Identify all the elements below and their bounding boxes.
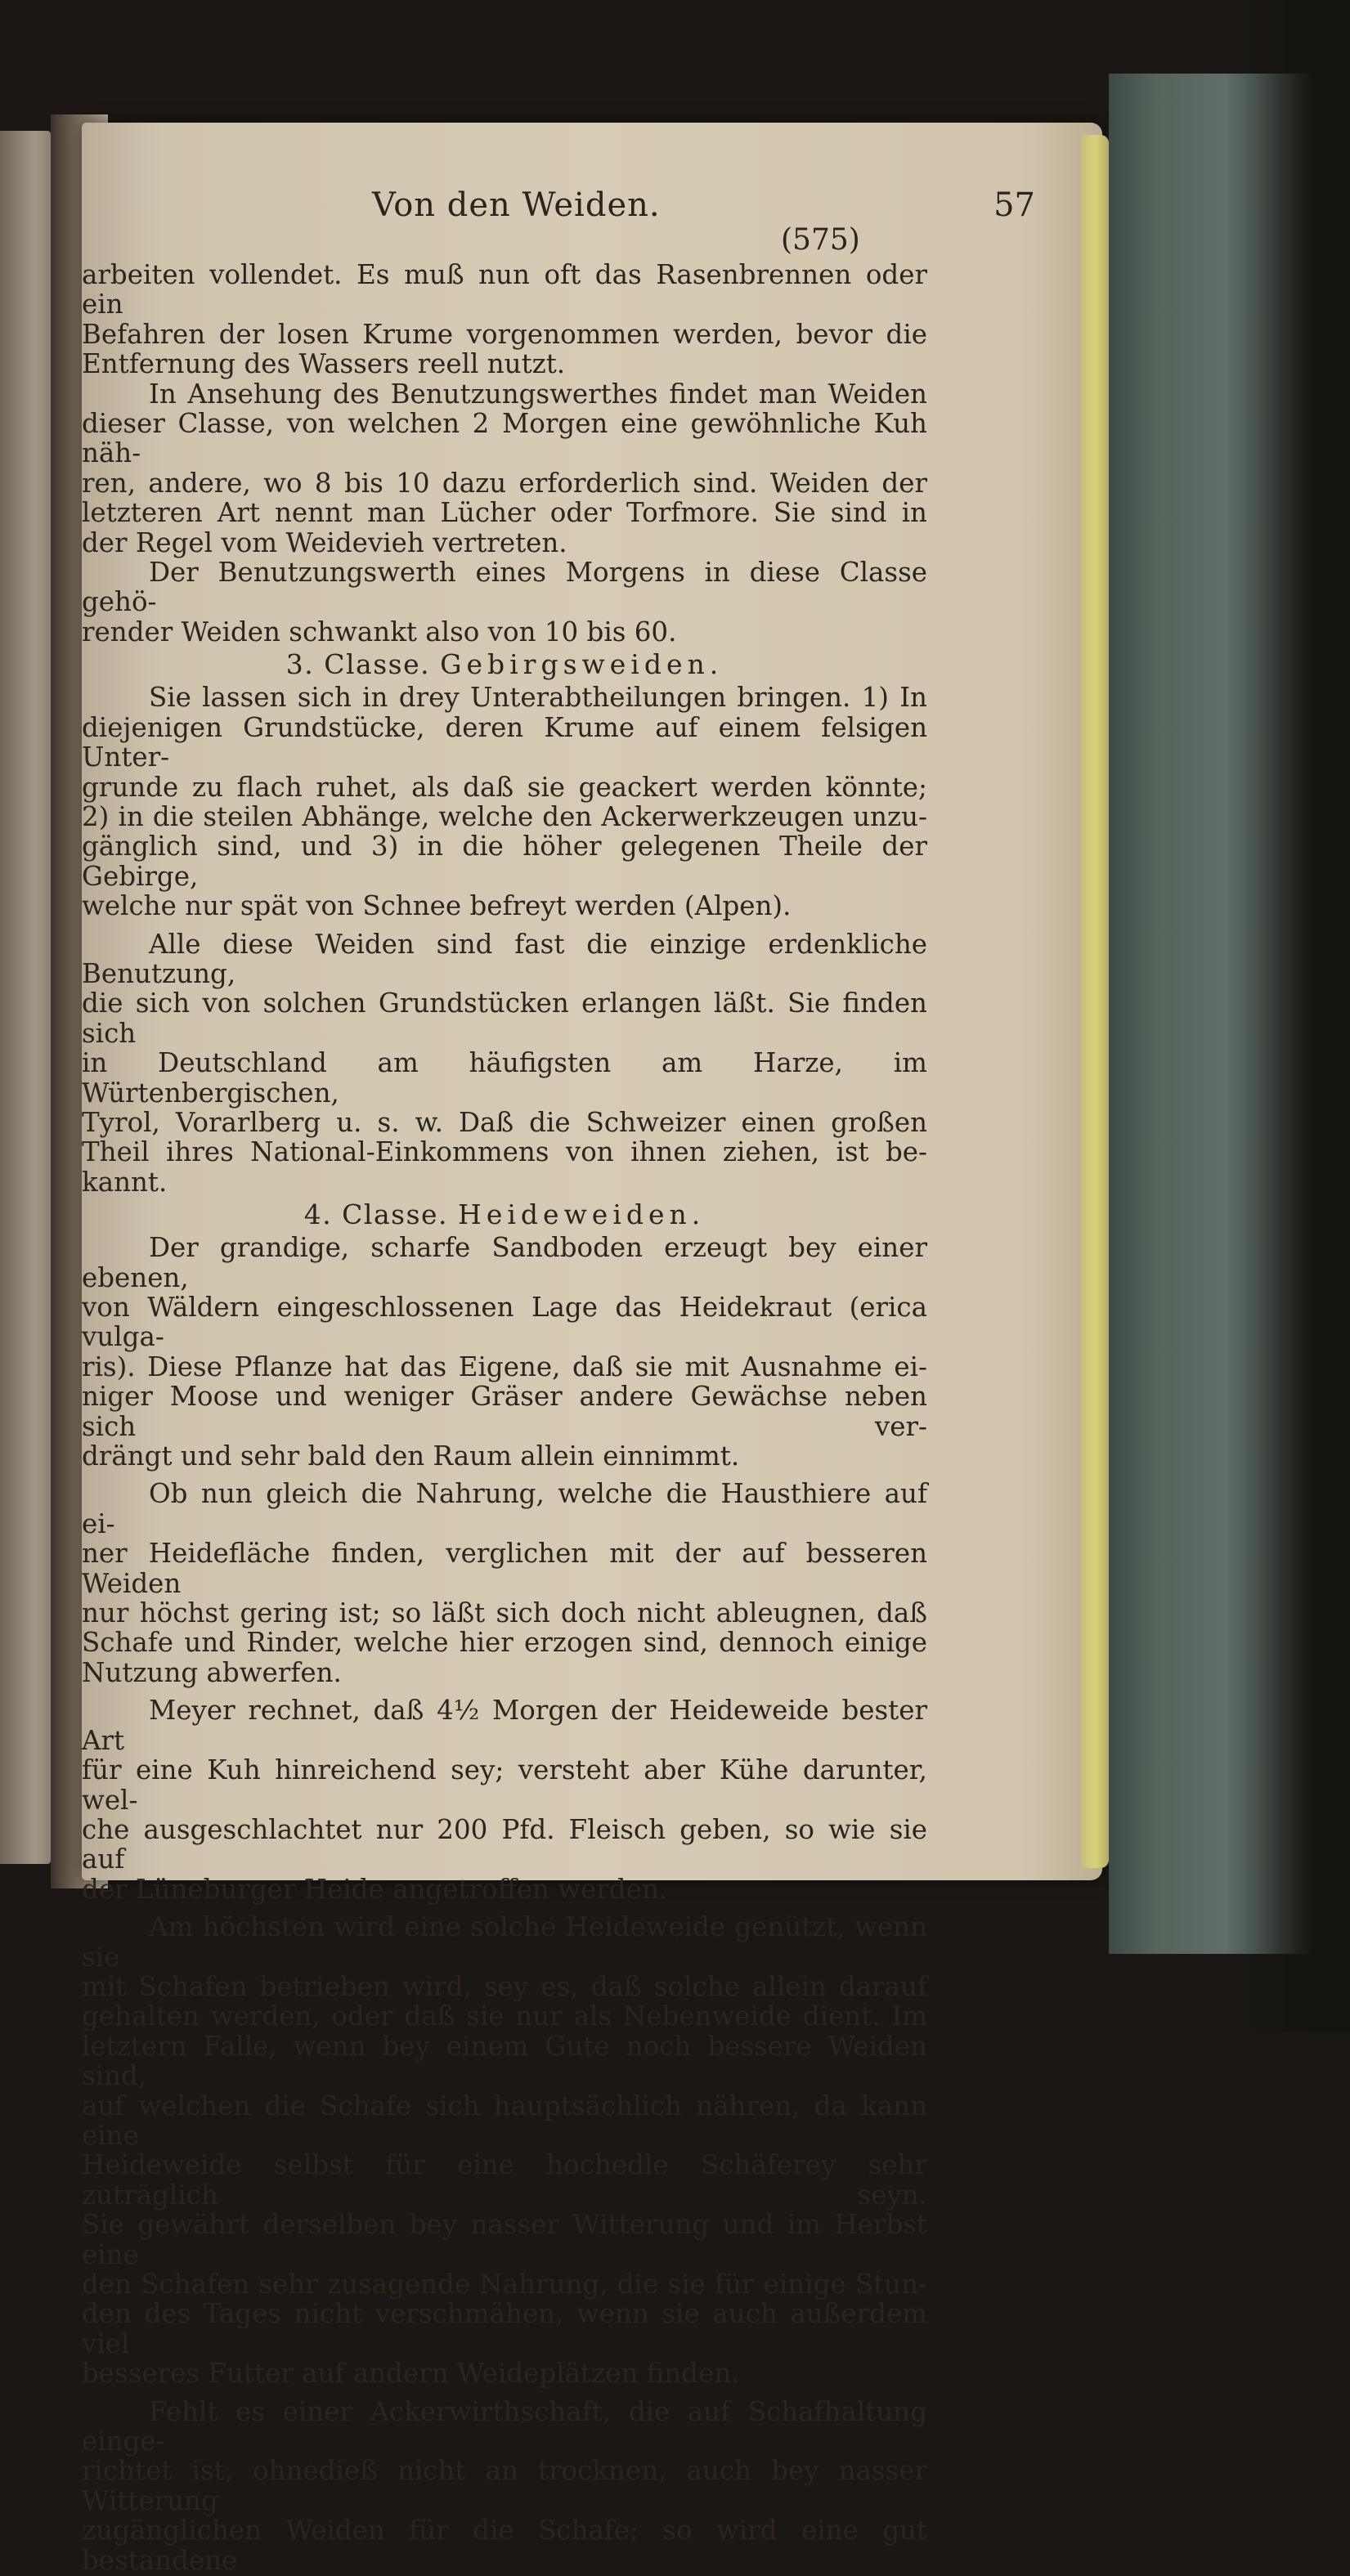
paragraph-line: die sich von solchen Grundstücken erlangen läßt. Sie finden sich <box>82 988 927 1049</box>
background-shadow <box>1227 0 1350 2032</box>
paragraph-line: Alle diese Weiden sind fast die einzige erdenkliche Benutzung, <box>82 928 927 989</box>
paragraph-line: gänglich sind, und 3) in die höher gelegenen Theile der Gebirge, <box>82 831 927 892</box>
heading-number: 4. Classe. <box>303 1198 449 1231</box>
original-page-number: (575) <box>781 223 860 257</box>
paragraph-line: den des Tages nicht verschmähen, wenn sie auch außerdem viel <box>82 2298 927 2359</box>
paragraph-line: Heideweide selbst für eine hochedle Schäferey sehr zuträglich seyn. <box>82 2149 927 2211</box>
running-title: Von den Weiden. <box>372 186 661 224</box>
paragraph-line: in Deutschland am häufigsten am Harze, im Würtenbergischen, <box>82 1047 927 1109</box>
paragraph-line: den Schafen sehr zusagende Nahrung, die sie für einige Stun- <box>82 2269 927 2300</box>
paragraph-line: render Weiden schwankt also von 10 bis 60. <box>82 616 677 647</box>
paragraph-line: mit Schafen betrieben wird, sey es, daß solche allein darauf <box>82 1970 927 2002</box>
paragraph-line: auf welchen die Schafe sich hauptsächlich nähren, da kann eine <box>82 2090 927 2151</box>
paragraph-line: 2) in die steilen Abhänge, welche den Ackerwerkzeugen unzu- <box>82 800 927 832</box>
paragraph-line: nur höchst gering ist; so läßt sich doch nicht ableugnen, daß <box>82 1597 927 1629</box>
heading-number: 3. Classe. <box>285 648 431 681</box>
heading-title: Gebirgsweiden. <box>440 648 724 681</box>
paragraph-line: diejenigen Grundstücke, deren Krume auf einem felsigen Unter- <box>82 711 927 773</box>
paragraph-line: zugänglichen Weiden für die Schafe; so wird eine gut bestandene <box>82 2515 927 2576</box>
section-heading-3 <box>82 647 927 683</box>
paragraph-line: ren, andere, wo 8 bis 10 dazu erforderlich sind. Weiden der <box>82 467 927 499</box>
paragraph-line: besseres Futter auf andern Weideplätzen finden. <box>82 2358 740 2390</box>
paragraph-line: Der Benutzungswerth eines Morgens in diese Classe gehö- <box>82 557 927 618</box>
paragraph-line: Schafe und Rinder, welche hier erzogen sind, dennoch einige <box>82 1627 927 1659</box>
section-heading-4 <box>82 1197 927 1233</box>
page-header <box>82 186 1035 235</box>
paragraph-line: der Lüneburger Heide angetroffen werden. <box>82 1873 668 1905</box>
paragraph-line: grunde zu flach ruhet, als daß sie geackert werden könnte; <box>82 771 927 803</box>
paragraph-line: für eine Kuh hinreichend sey; versteht aber Kühe darunter, wel- <box>82 1754 927 1816</box>
paragraph-line: Meyer rechnet, daß 4½ Morgen der Heideweide bester Art <box>82 1695 927 1756</box>
paragraph-line: Entfernung des Wassers reell nutzt. <box>82 348 566 380</box>
paragraph-line: Tyrol, Vorarlberg u. s. w. Daß die Schweizer einen großen <box>82 1106 927 1138</box>
paragraph-line: drängt und sehr bald den Raum allein einnimmt. <box>82 1440 740 1472</box>
heading-title: Heideweiden. <box>458 1198 706 1231</box>
paragraph-line: arbeiten vollendet. Es muß nun oft das Rasenbrennen oder ein <box>82 259 927 320</box>
paragraph-line: che ausgeschlachtet nur 200 Pfd. Fleisch geben, so wie sie auf <box>82 1813 927 1875</box>
paragraph-line: Ob nun gleich die Nahrung, welche die Hausthiere auf ei- <box>82 1478 927 1539</box>
paragraph-line: welche nur spät von Schnee befreyt werden (Alpen). <box>82 890 792 922</box>
paragraph-line: Befahren der losen Krume vorgenommen werden, bevor die <box>82 318 927 350</box>
paragraph-line: ner Heidefläche finden, verglichen mit der auf besseren Weiden <box>82 1538 927 1599</box>
paragraph-line: In Ansehung des Benutzungswerthes findet man Weiden <box>149 378 927 410</box>
paragraph-line: Der grandige, scharfe Sandboden erzeugt bey einer ebenen, <box>82 1232 927 1293</box>
paragraph-line: niger Moose und weniger Gräser andere Gewächse neben sich ver- <box>82 1381 927 1442</box>
left-page-edge <box>0 131 51 1864</box>
paragraph-line: kannt. <box>82 1166 168 1198</box>
paragraph-line: Am höchsten wird eine solche Heideweide genützt, wenn sie <box>82 1911 927 1973</box>
paragraph-line: Nutzung abwerfen. <box>82 1656 342 1688</box>
paragraph-line: ris). Diese Pflanze hat das Eigene, daß sie mit Ausnahme ei- <box>82 1351 927 1382</box>
paragraph-line: Fehlt es einer Ackerwirthschaft, die auf Schafhaltung einge- <box>82 2395 927 2457</box>
paragraph-line: richtet ist, ohnedieß nicht an trocknen, auch bey nasser Witterung <box>82 2455 927 2516</box>
paragraph-line: Sie lassen sich in drey Unterabtheilungen bringen. 1) In <box>149 682 927 714</box>
paragraph-line: der Regel vom Weidevieh vertreten. <box>82 526 567 558</box>
paragraph-line: gehalten werden, oder daß sie nur als Nebenweide dient. Im <box>82 2000 927 2032</box>
paragraph-line: letzteren Art nennt man Lücher oder Torfmore. Sie sind in <box>82 497 927 529</box>
paragraph-line: Theil ihres National-Einkommens von ihnen ziehen, ist be- <box>82 1136 927 1168</box>
paragraph-line: Sie gewährt derselben bey nasser Witterung und im Herbst eine <box>82 2209 927 2270</box>
paragraph-line: von Wäldern eingeschlossenen Lage das Heidekraut (erica vulga- <box>82 1292 927 1353</box>
paragraph-line: letztern Falle, wenn bey einem Gute noch bessere Weiden sind, <box>82 2030 927 2092</box>
paragraph-line: dieser Classe, von welchen 2 Morgen eine gewöhnliche Kuh näh- <box>82 408 927 469</box>
page-edges <box>1081 135 1109 1868</box>
page-number: 57 <box>993 186 1035 224</box>
body-text <box>82 260 927 2575</box>
